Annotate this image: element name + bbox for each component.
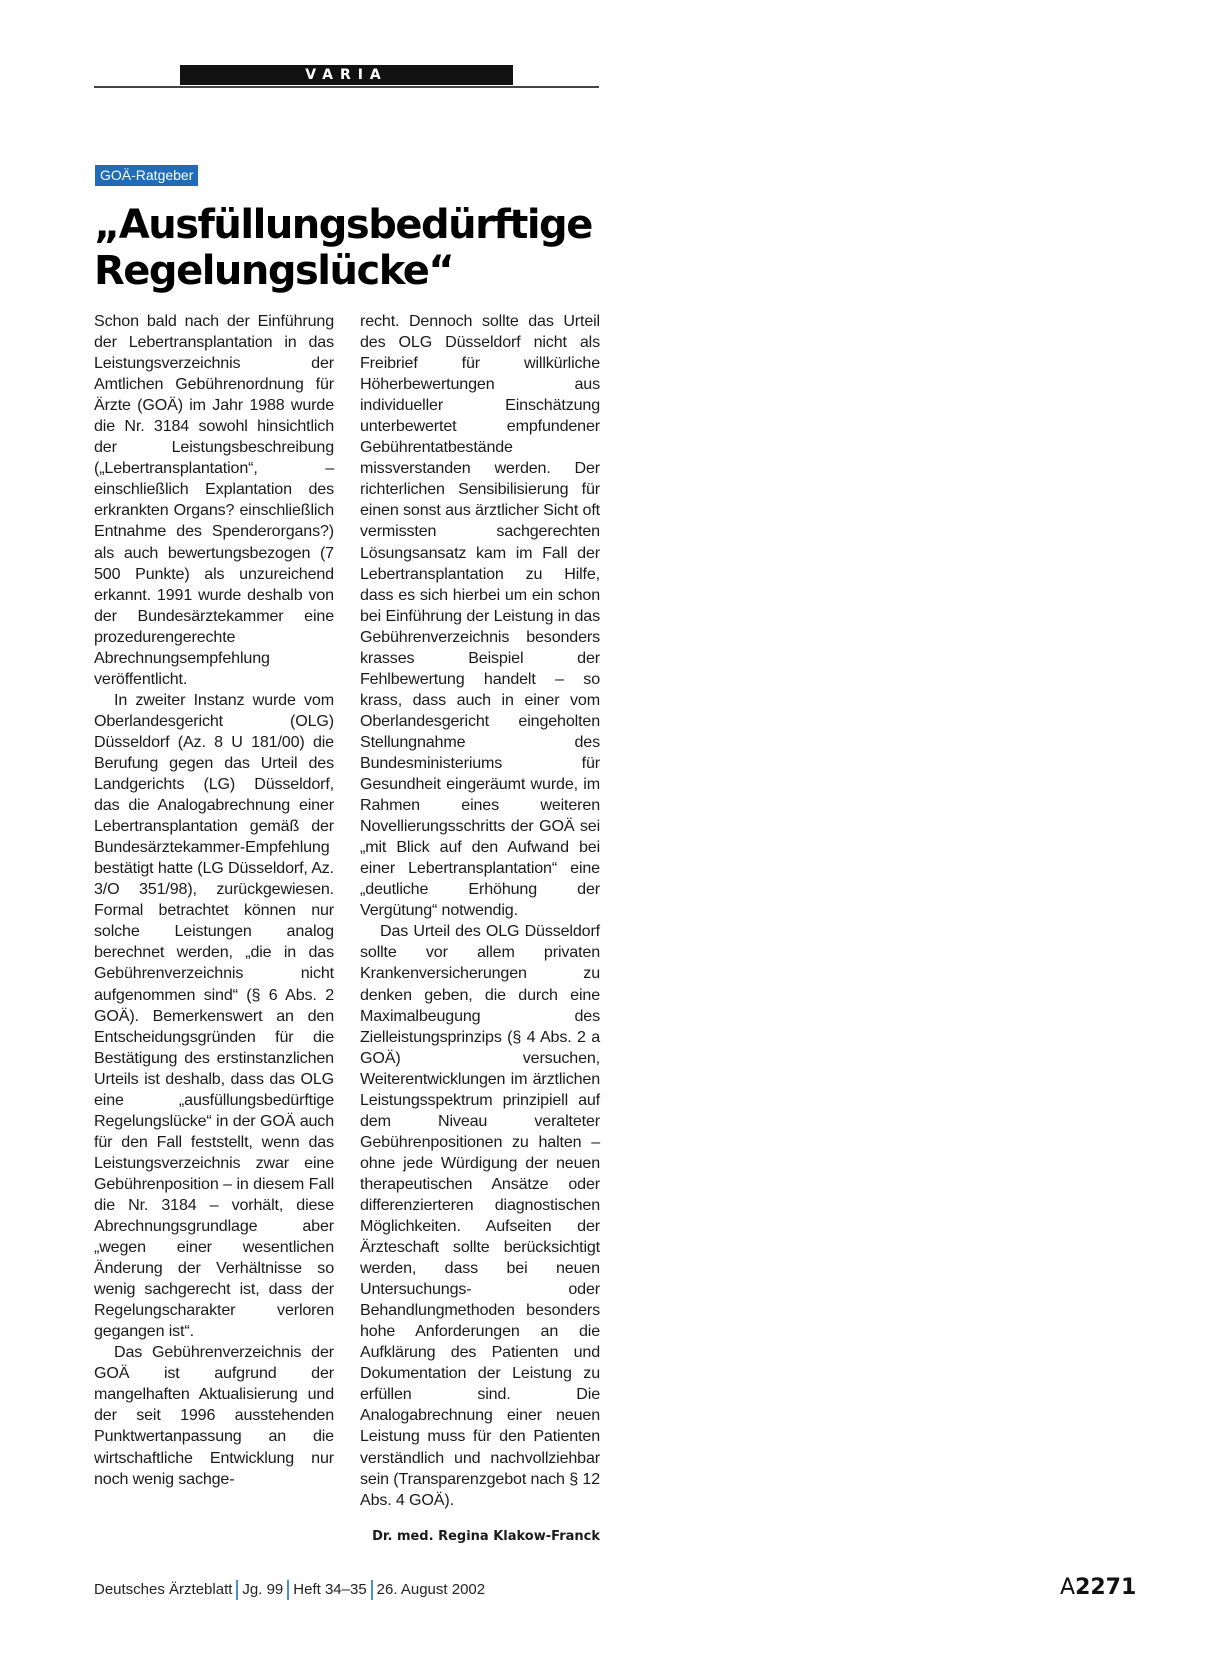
paragraph: Das Urteil des OLG Düsseldorf sollte vor allem privaten Krankenversicherungen zu denken geben, die durch eine Maximalbeugung des Zielleistungsprinzips (§ 4 Abs. 2 a GOÄ) versuchen, Weiterentwicklungen im ärztlichen Leistungsspektrum prinzipiell auf dem Niveau veralteter Gebührenpositionen zu halten – ohne jede Würdigung der neuen therapeutischen Ansätze oder differenzierteren diagnostischen Möglichkeiten. Aufseiten der Ärzteschaft sollte berücksichtigt werden, dass bei neuen Untersuchungs- oder Behandlungmethoden besonders hohe Anforderungen an die Aufklärung des Patienten und Dokumentation der Leistung zu erfüllen sind. Die Analogabrechnung einer neuen Leistung muss für den Patienten verständlich und nachvollziehbar sein (Transparenzgebot nach § 12 Abs. 4 GOÄ). xyxy=(360,922,600,1509)
footer-separator xyxy=(287,1580,289,1600)
headline-line-1: „Ausfüllungsbedürftige xyxy=(94,202,592,248)
page-footer xyxy=(94,1578,485,1602)
section-header: VARIA xyxy=(180,65,513,85)
header-rule xyxy=(94,86,599,88)
article-column-right xyxy=(360,311,600,1511)
article-column-left xyxy=(94,311,334,1490)
article-headline xyxy=(94,202,614,294)
kicker-label: GOÄ-Ratgeber xyxy=(95,165,198,186)
footer-separator xyxy=(236,1580,238,1600)
footer-volume: Jg. 99 xyxy=(242,1581,284,1598)
author-signature: Dr. med. Regina Klakow-Franck xyxy=(372,1529,600,1544)
paragraph: Schon bald nach der Einführung der Lebertransplantation in das Leistungsverzeichnis der Amtlichen Gebührenordnung für Ärzte (GOÄ) im Jahr 1988 wurde die Nr. 3184 sowohl hinsichtlich der Leistungsbeschreibung („Lebertransplantation“, – einschließlich Explantation des erkrankten Organs? einschließlich Entnahme des Spenderorgans?) als auch bewertungsbezogen (7 500 Punkte) als unzureichend erkannt. 1991 wurde deshalb von der Bundesärztekammer eine prozedurengerechte Abrechnungsempfehlung veröffentlicht. xyxy=(94,312,334,688)
paragraph: In zweiter Instanz wurde vom Oberlandesgericht (OLG) Düsseldorf (Az. 8 U 181/00) die Berufung gegen das Urteil des Landgerichts (LG) Düsseldorf, das die Analogabrechnung einer Lebertransplantation gemäß der Bundesärztekammer-Empfehlung bestätigt hatte (LG Düsseldorf, Az. 3/O 351/98), zurückgewiesen. Formal betrachtet können nur solche Leistungen analog berechnet werden, „die in das Gebührenverzeichnis nicht aufgenommen sind“ (§ 6 Abs. 2 GOÄ). Bemerkenswert an den Entscheidungsgründen für die Bestätigung des erstinstanzlichen Urteils ist deshalb, dass das OLG eine „ausfüllungsbedürftige Regelungslücke“ in der GOÄ auch für den Fall feststellt, wenn das Leistungsverzeichnis zwar eine Gebührenposition – in diesem Fall die Nr. 3184 – vorhält, diese Abrechnungsgrundlage aber „wegen einer wesentlichen Änderung der Verhältnisse so wenig sachgerecht ist, dass der Regelungscharakter verloren gegangen ist“. xyxy=(94,690,334,1341)
page-number-prefix: A xyxy=(1060,1575,1076,1600)
footer-separator xyxy=(371,1580,373,1600)
paragraph: Das Gebührenverzeichnis der GOÄ ist aufgrund der mangelhaften Aktualisierung und der seit 1996 ausstehenden Punktwertanpassung an die wirtschaftliche Entwicklung nur noch wenig sachge- xyxy=(94,1343,334,1488)
paragraph: recht. Dennoch sollte das Urteil des OLG Düsseldorf nicht als Freibrief für willkürliche Höherbewertungen aus individueller Einschätzung unterbewertet empfundener Gebührentatbestände missverstanden werden. Der richterlichen Sensibilisierung für einen sonst aus ärztlicher Sicht oft vermissten sachgerechten Lösungsansatz kam im Fall der Lebertransplantation zu Hilfe, dass es sich hierbei um ein schon bei Einführung der Leistung in das Gebührenverzeichnis besonders krasses Beispiel der Fehlbewertung handelt – so krass, dass auch in einer vom Oberlandesgericht eingeholten Stellungnahme des Bundesministeriums für Gesundheit eingeräumt wurde, im Rahmen eines weiteren Novellierungsschritts der GOÄ sei „mit Blick auf den Aufwand bei einer Lebertransplantation“ eine „deutliche Erhöhung der Vergütung“ notwendig. xyxy=(360,312,600,920)
footer-journal: Deutsches Ärzteblatt xyxy=(94,1581,233,1598)
headline-line-2: Regelungslücke“ xyxy=(94,248,454,294)
page-number xyxy=(1060,1574,1137,1602)
footer-date: 26. August 2002 xyxy=(376,1581,486,1598)
page-number-value: 2271 xyxy=(1075,1575,1137,1600)
footer-issue: Heft 34–35 xyxy=(293,1581,367,1598)
